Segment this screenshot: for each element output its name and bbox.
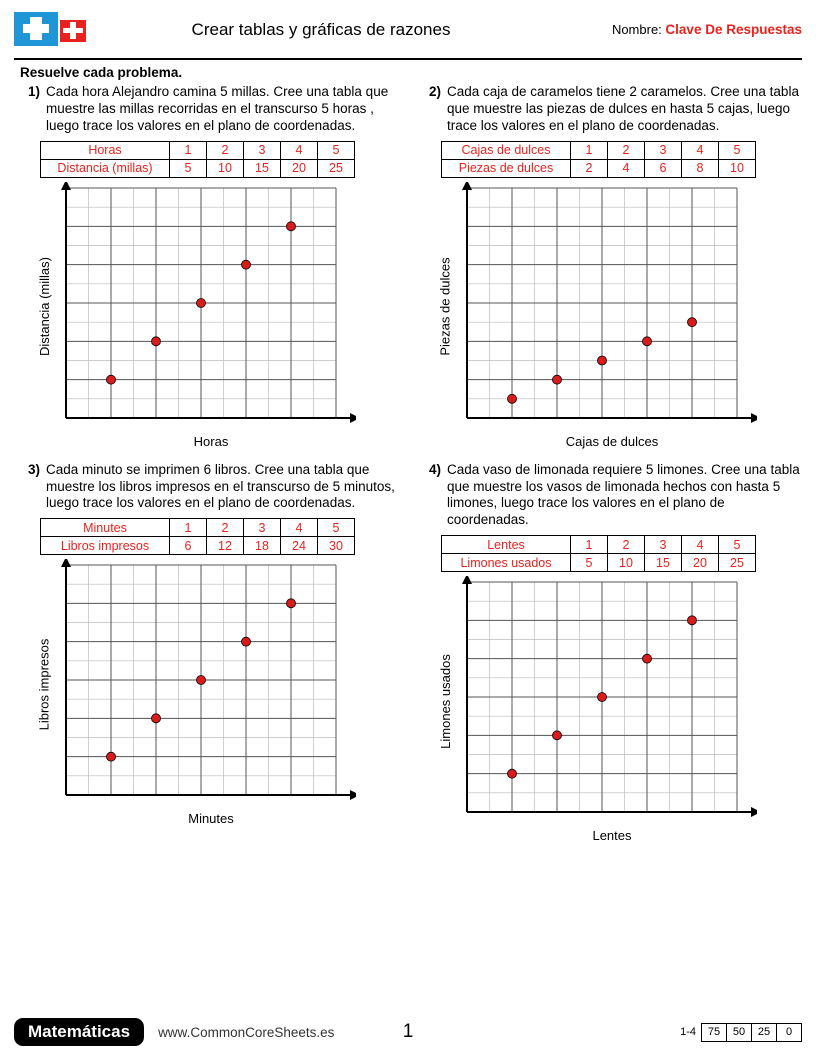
score-range: 1-4 (680, 1026, 696, 1038)
table-cell: 3 (645, 141, 682, 159)
table-row (41, 537, 355, 555)
table-cell: 5 (719, 141, 756, 159)
table-cell: 15 (244, 159, 281, 177)
problem-number: 2) (428, 84, 441, 99)
table-cell: 10 (608, 554, 645, 572)
problem-2 (415, 84, 802, 462)
table-cell: 4 (281, 519, 318, 537)
table-cell: 2 (608, 536, 645, 554)
table-row (442, 141, 756, 159)
table-row (41, 159, 355, 177)
table-row (442, 159, 756, 177)
row-label: Libros impresos (41, 537, 170, 555)
page-footer (14, 1018, 802, 1046)
problem-text: Cada caja de caramelos tiene 2 caramelos. Cree una tabla que muestre las piezas de dulces en hasta 5 cajas, luego trace los valores en el plano de coordenadas. (447, 84, 799, 133)
data-table (40, 518, 355, 555)
page-header (14, 10, 802, 60)
table-cell: 8 (682, 159, 719, 177)
table-cell: 5 (170, 159, 207, 177)
table-cell: 3 (244, 519, 281, 537)
table-row (41, 141, 355, 159)
table-cell: 4 (281, 141, 318, 159)
table-cell: 24 (281, 537, 318, 555)
table-cell: 5 (318, 141, 355, 159)
x-axis-label: Horas (193, 433, 229, 449)
table-cell: 10 (719, 159, 756, 177)
table-cell: 5 (318, 519, 355, 537)
problem-text: Cada vaso de limonada requiere 5 limones. Cree una tabla que muestre los vasos de limonada hechos con hasta 5 limones, luego trace los valores en el plano de coordenadas. (447, 461, 800, 528)
table-cell: 20 (281, 159, 318, 177)
table-cell: 1 (170, 519, 207, 537)
row-label: Limones usados (442, 554, 571, 572)
table-cell: 10 (207, 159, 244, 177)
table-cell: 4 (682, 141, 719, 159)
table-cell: 5 (719, 536, 756, 554)
table-cell: 3 (645, 536, 682, 554)
table-cell: 6 (170, 537, 207, 555)
x-axis-label: Minutes (188, 811, 234, 827)
table-cell: 1 (170, 141, 207, 159)
table-cell: 15 (645, 554, 682, 572)
scatter-chart (36, 182, 356, 437)
table-cell: 1 (571, 141, 608, 159)
row-label: Lentes (442, 536, 571, 554)
score-cell: 50 (727, 1023, 752, 1041)
table-cell: 30 (318, 537, 355, 555)
table-cell: 12 (207, 537, 244, 555)
logo-icon (14, 10, 90, 50)
scatter-chart (36, 559, 356, 814)
table-cell: 5 (571, 554, 608, 572)
data-table (441, 141, 756, 178)
problems-grid (14, 84, 802, 856)
name-field (552, 10, 802, 37)
y-axis-label: Piezas de dulces (437, 257, 453, 356)
row-label: Minutes (41, 519, 170, 537)
problem-4 (415, 462, 802, 857)
table-cell: 2 (207, 141, 244, 159)
problem-number: 3) (27, 461, 40, 477)
brand-badge: Matemáticas (14, 1018, 144, 1046)
table-cell: 25 (318, 159, 355, 177)
row-label: Piezas de dulces (442, 159, 571, 177)
instructions: Resuelve cada problema. (20, 65, 183, 80)
y-axis-label: Libros impresos (36, 638, 52, 731)
coordinate-plane-4 (437, 576, 757, 856)
data-table (441, 535, 756, 572)
x-axis-label: Cajas de dulces (565, 433, 659, 449)
problem-text: Cada minuto se imprimen 6 libros. Cree una tabla que muestre los libros impresos en el transcurso de 5 minutos, luego trace los valores en el plano de coordenadas. (46, 461, 395, 511)
row-label: Horas (41, 141, 170, 159)
problem-number: 1) (27, 84, 40, 99)
problem-3 (14, 462, 401, 857)
x-axis-label: Lentes (592, 828, 632, 844)
problem-number: 4) (428, 461, 441, 477)
y-axis-label: Distancia (millas) (36, 257, 52, 357)
table-cell: 18 (244, 537, 281, 555)
page-number: 1 (402, 1021, 414, 1042)
table-cell: 4 (608, 159, 645, 177)
table-row (442, 554, 756, 572)
table-cell: 25 (719, 554, 756, 572)
coordinate-plane-3 (36, 559, 356, 839)
scatter-chart (437, 182, 757, 437)
page-title: Crear tablas y gráficas de razones (191, 20, 451, 39)
table-row (41, 519, 355, 537)
scatter-chart (437, 576, 757, 831)
row-label: Distancia (millas) (41, 159, 170, 177)
table-cell: 20 (682, 554, 719, 572)
table-cell: 3 (244, 141, 281, 159)
data-table (40, 141, 355, 178)
website-link[interactable]: www.CommonCoreSheets.es (158, 1024, 335, 1040)
score-cell: 75 (702, 1023, 727, 1041)
coordinate-plane-1 (36, 182, 356, 462)
table-cell: 4 (682, 536, 719, 554)
coordinate-plane-2 (437, 182, 757, 462)
table-cell: 2 (608, 141, 645, 159)
row-label: Cajas de dulces (442, 141, 571, 159)
table-cell: 2 (207, 519, 244, 537)
table-row (442, 536, 756, 554)
score-cell: 0 (777, 1023, 802, 1041)
table-cell: 6 (645, 159, 682, 177)
score-cell: 25 (752, 1023, 777, 1041)
answer-key-label: Clave De Respuestas (665, 22, 802, 37)
problem-1 (14, 84, 401, 462)
table-cell: 1 (571, 536, 608, 554)
y-axis-label: Limones usados (437, 653, 453, 749)
problem-text: Cada hora Alejandro camina 5 millas. Cree una tabla que muestre las millas recorridas en el transcurso 5 horas , luego trace los valores en el plano de coordenadas. (46, 84, 389, 133)
table-cell: 2 (571, 159, 608, 177)
name-label: Nombre: (611, 22, 662, 37)
